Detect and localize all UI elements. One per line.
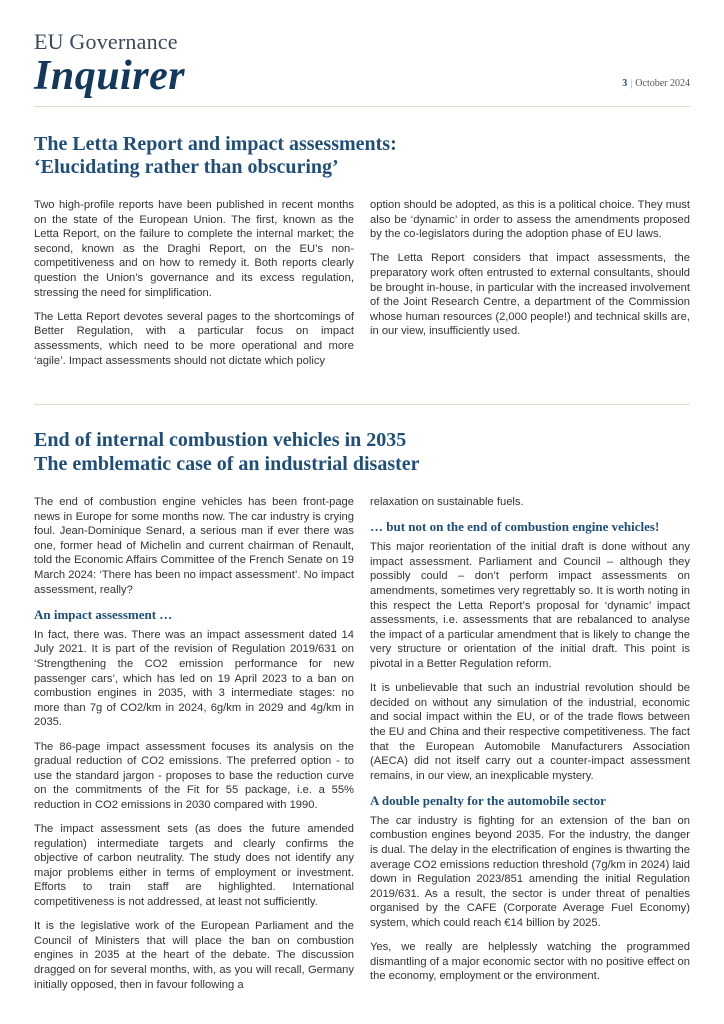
- article1-paragraph: The Letta Report devotes several pages to the shortcomings of Better Regulation, with a particular focus on impact assessments, which need to be more operational and more ‘agile’. Impact assessments should not dictate which policy: [34, 310, 354, 367]
- article2-subheading: … but not on the end of combustion engine vehicles!: [370, 519, 660, 535]
- article1-body: [34, 198, 690, 378]
- article2-paragraph: It is unbelievable that such an industrial revolution should be decided on without any simulation of the industrial, economic and social impact within the EU, or of the trade flows between the EU and China and their respective competitiveness. The fact that the European Automobile Manufacturers Association (AECA) did not itself carry out a counter-impact assessment remains, in our view, an inexplicable mystery.: [370, 682, 690, 782]
- article1-title-line2: ‘Elucidating rather than obscuring’: [34, 156, 339, 178]
- masthead-main: Inquirer: [34, 53, 186, 99]
- article2-subheading: A double penalty for the automobile sector: [370, 792, 606, 808]
- article2-paragraph: It is the legislative work of the European Parliament and the Council of Ministers that will place the ban on combustion engines in 2035 at the heart of the debate. The discussion dragged on for several months, with, as you will recall, Germany initially opposed, then in favour following a: [34, 920, 354, 991]
- article1-paragraph: Two high-profile reports have been published in recent months on the state of the European Union. The first, known as the Letta Report, on the failure to complete the internal market; the second, known as the Draghi Report, on the EU’s non-competitiveness and on how to remedy it. Both reports clearly question the Union’s governance and its excess regulation, stressing the need for simplification.: [34, 199, 354, 299]
- masthead-logo: [34, 30, 185, 98]
- article2-body: [34, 495, 690, 1002]
- article2-right-column: [370, 495, 690, 1002]
- article2-subheading: An impact assessment …: [34, 606, 173, 622]
- page-separator: |: [630, 78, 633, 89]
- article2-paragraph: The impact assessment sets (as does the future amended regulation) intermediate targets and clearly confirms the objective of carbon neutrality. The study does not identify any major problems either in terms of employment or investment. Efforts to train staff are highlighted. International competitiveness is not addressed, at least not sufficiently.: [34, 823, 354, 909]
- article2-paragraph: In fact, there was. There was an impact assessment dated 14 July 2021. It is part of the revision of Regulation 2019/631 on ‘Strengthening the CO2 emission performance for new passenger cars’, which has led on 19 April 2023 to a ban on combustion engines in 2035, with 3 intermediate stages: no more than 7g of CO2/km in 2024, 6g/km in 2029 and 4g/km in 2035.: [34, 628, 354, 729]
- page-info: [622, 78, 690, 89]
- article2-title-line2: The emblematic case of an industrial disaster: [34, 453, 420, 475]
- section-divider: [34, 404, 690, 405]
- issue-date: October 2024: [635, 78, 690, 89]
- article1-right-column: [370, 198, 690, 378]
- article2-headline: [34, 428, 690, 476]
- article2-paragraph: Yes, we really are helplessly watching the programmed dismantling of a major economic sector with no positive effect on the economy, employment or the environment.: [370, 941, 690, 983]
- article2-paragraph: The car industry is fighting for an extension of the ban on combustion engines beyond 2035. For the industry, the danger is dual. The delay in the electrification of engines is thwarting the average CO2 emissions reduction threshold (7g/km in 2024) laid down in Regulation 2023/851 amending the initial Regulation 2019/631. As a result, the sector is under threat of penalties organised by the CAFE (Corporate Average Fuel Economy) system, which could reach €14 billion by 2025.: [370, 814, 690, 930]
- article1-paragraph: option should be adopted, as this is a political choice. They must also be ‘dynamic’ in order to assess the amendments proposed by the co-legislators during the adoption phase of EU laws.: [370, 199, 690, 241]
- page-number: 3: [622, 78, 628, 89]
- article1-left-column: [34, 198, 354, 378]
- article1-paragraph: The Letta Report considers that impact assessments, the preparatory work often entrusted to external consultants, should be brought in-house, in particular with the increased involvement of the Joint Research Centre, a department of the Commission whose human resources (2,000 people!) and technical skills are, in our view, insufficiently used.: [370, 252, 690, 338]
- article2-paragraph: relaxation on sustainable fuels.: [370, 496, 524, 508]
- article1-headline: [34, 133, 690, 179]
- article1-title-line1: The Letta Report and impact assessments:: [34, 133, 397, 155]
- article2-paragraph: The end of combustion engine vehicles has been front-page news in Europe for some months now. The car industry is crying foul. Jean-Dominique Senard, a serious man if ever there was one, former head of Michelin and current chairman of Renault, told the Economic Affairs Committee of the French Senate on 19 March 2024: ‘There has been no impact assessment’. No impact assessment, really?: [34, 496, 354, 596]
- article2-paragraph: The 86-page impact assessment focuses its analysis on the gradual reduction of CO2 emissions. The preferred option - to use the standard jargon - proposes to base the reduction curve on the commitments of the Fit for 55 package, i.e. a 55% reduction in CO2 emissions in 2030 compared with 1990.: [34, 740, 354, 811]
- article2-title-line1: End of internal combustion vehicles in 2035: [34, 429, 407, 451]
- article2-paragraph: This major reorientation of the initial draft is done without any impact assessment. Parliament and Council – although they possibly could – don’t perform impact assessments on amendments, sometimes very regrettably so. It is worth noting in this respect the Letta Report’s proposal for ‘dynamic’ impact assessments, i.e. assessments that are rebalanced to analyse the impact of a particular amendment that is likely to change the very structure or orientation of the initial draft. This point is pivotal in a Better Regulation reform.: [370, 541, 690, 670]
- header-divider: [34, 106, 690, 107]
- article2-left-column: [34, 495, 354, 1002]
- masthead-top: EU Governance: [34, 29, 178, 54]
